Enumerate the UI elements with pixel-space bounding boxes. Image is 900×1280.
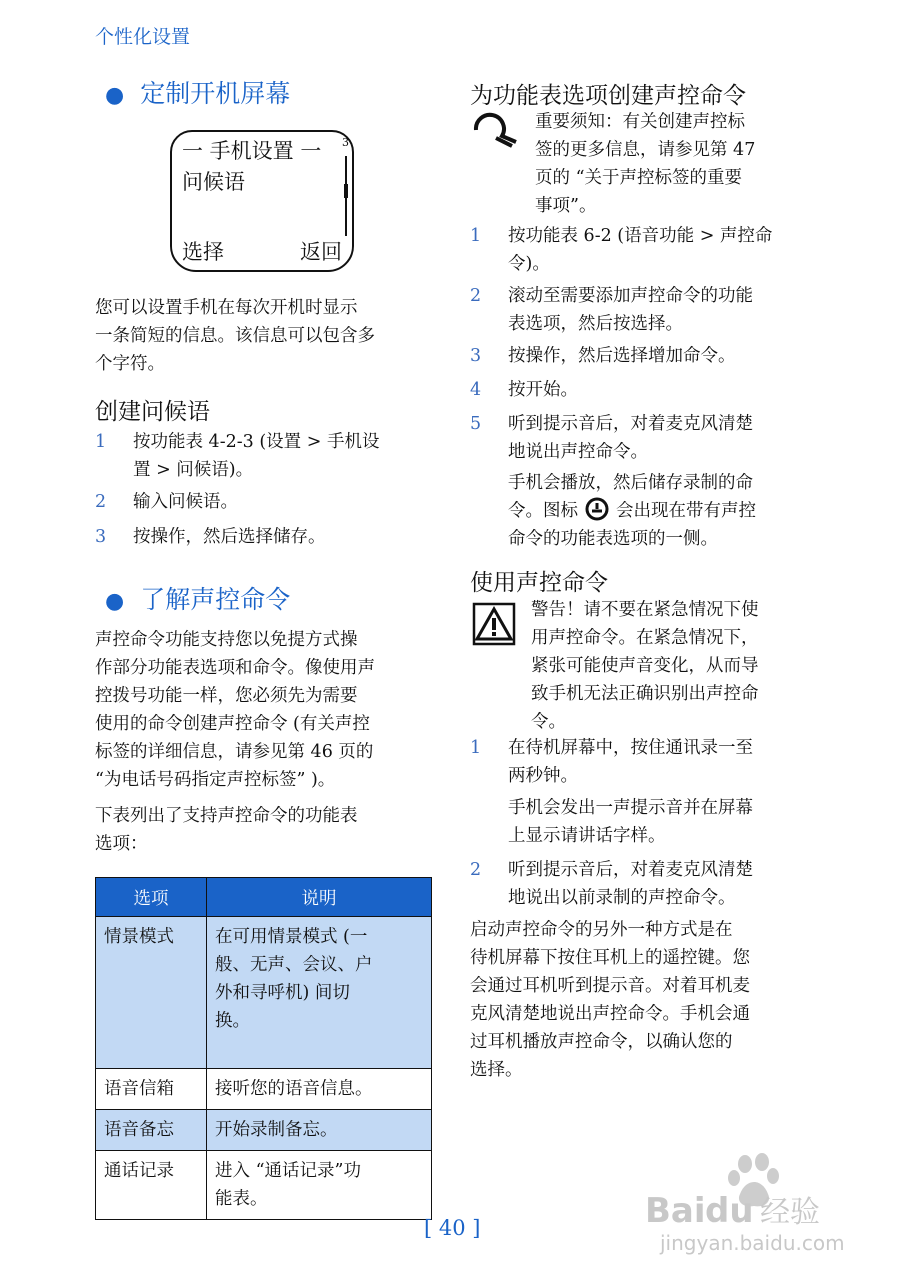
important-note — [535, 108, 815, 220]
text-line: 过耳机播放声控命令，以确认您的 — [470, 1032, 733, 1052]
phone-screen-illustration — [170, 130, 354, 272]
table-cell-option: 语音信箱 — [96, 1069, 207, 1110]
warning-text — [531, 596, 816, 736]
step-text — [508, 222, 772, 278]
table-cell-desc: 开始录制备忘。 — [207, 1110, 432, 1151]
step-followup-paragraph — [508, 469, 818, 553]
text-line: 克风清楚地说出声控命令。手机会通 — [470, 1004, 750, 1024]
column-header: 说明 — [207, 878, 432, 917]
table-row — [96, 1151, 432, 1220]
text-line: 手机会发出一声提示音并在屏幕 — [508, 798, 753, 818]
text-line: 表选项，然后按选择。 — [508, 314, 683, 334]
table-intro-paragraph — [95, 802, 440, 858]
list-item — [470, 376, 820, 406]
text-line: 换。 — [215, 1011, 250, 1031]
step-number: 3 — [470, 346, 482, 366]
text-line: 令。 — [531, 712, 566, 732]
text-line: 事项”。 — [535, 196, 597, 216]
text-line: 控拨号功能一样，您必须先为需要 — [95, 686, 358, 706]
step-text — [508, 410, 753, 466]
text-line — [508, 497, 818, 525]
svg-text:Bai: Bai — [645, 1191, 706, 1231]
text-line: 用声控命令。在紧急情况下， — [531, 628, 759, 648]
text-line: 进入 “通话记录”功 — [215, 1161, 361, 1181]
step-text — [508, 856, 753, 912]
table-cell-desc — [207, 917, 432, 1069]
text-line: 一条简短的信息。该信息可以包含多 — [95, 326, 375, 346]
step-text — [508, 282, 753, 338]
phone-screen-item: 问候语 — [182, 170, 245, 194]
text-line: 地说出以前录制的声控命令。 — [508, 888, 736, 908]
step-text: 按操作，然后选择增加命令。 — [508, 346, 736, 366]
scrollbar-thumb — [344, 184, 348, 198]
table-cell-option: 通话记录 — [96, 1151, 207, 1220]
note-hand-icon — [472, 112, 520, 148]
step-text — [133, 428, 379, 484]
subheading-create-greeting: 创建问候语 — [95, 399, 210, 425]
text-line: 地说出声控命令。 — [508, 442, 648, 462]
text-line: 置 > 问候语)。 — [133, 460, 254, 480]
bullet-icon: ● — [105, 589, 125, 614]
text-line: 外和寻呼机) 间切 — [215, 983, 350, 1003]
text-line: 能表。 — [215, 1189, 268, 1209]
text-line: 在可用情景模式 (一 — [215, 927, 368, 947]
text-line: 重要须知：有关创建声控标 — [535, 112, 745, 132]
list-item — [470, 282, 820, 342]
voice-commands-paragraph — [95, 626, 440, 794]
list-item — [470, 856, 820, 916]
list-item — [470, 222, 820, 282]
voice-tag-icon — [580, 497, 614, 521]
step-number: 2 — [470, 286, 482, 306]
table-cell-option: 情景模式 — [96, 917, 207, 1069]
column-header: 选项 — [96, 878, 207, 917]
phone-screen-title: 一 手机设置 一 — [182, 139, 322, 163]
text-fragment: 令。图标 — [508, 501, 578, 521]
section-title-voice-commands — [105, 580, 290, 616]
step-number: 1 — [470, 738, 482, 758]
text-fragment: 会出现在带有声控 — [616, 501, 756, 521]
step-number: 2 — [470, 860, 482, 880]
page-number: [ 40 ] — [424, 1216, 481, 1240]
step-number: 1 — [95, 432, 107, 452]
text-line: 手机会播放，然后储存录制的命 — [508, 473, 753, 493]
text-line: 听到提示音后，对着麦克风清楚 — [508, 860, 753, 880]
text-line: 会通过耳机听到提示音。对着耳机麦 — [470, 976, 750, 996]
table-row — [96, 1110, 432, 1151]
section-title-text: 定制开机屏幕 — [140, 79, 291, 108]
list-item — [470, 342, 820, 372]
text-line: 选择。 — [470, 1060, 523, 1080]
text-line: 按功能表 4-2-3 (设置 > 手机设 — [133, 432, 380, 452]
left-softkey-label: 选择 — [182, 240, 224, 264]
text-line: 致手机无法正确识别出声控命 — [531, 684, 759, 704]
text-line: “为电话号码指定声控标签” )。 — [95, 770, 336, 790]
step-number: 4 — [470, 380, 482, 400]
bullet-icon: ● — [105, 83, 125, 108]
section-title-text: 了解声控命令 — [140, 585, 291, 614]
list-item — [95, 523, 435, 553]
table-row — [96, 1069, 432, 1110]
right-softkey-label: 返回 — [300, 240, 342, 264]
table-cell-desc: 接听您的语音信息。 — [207, 1069, 432, 1110]
text-line: 页的 “关于声控标签的重要 — [535, 168, 743, 188]
text-line: 使用的命令创建声控命令 (有关声控 — [95, 714, 370, 734]
voice-command-options-table — [95, 877, 432, 1220]
phone-screen-index: 3 — [342, 136, 349, 149]
text-line: 待机屏幕下按住耳机上的遥控键。您 — [470, 948, 750, 968]
text-line: 您可以设置手机在每次开机时显示 — [95, 298, 358, 318]
heading-use-voice-commands: 使用声控命令 — [470, 570, 608, 596]
text-line: 启动声控命令的另外一种方式是在 — [470, 920, 733, 940]
running-header: 个性化设置 — [95, 26, 191, 48]
text-line: 上显示请讲话字样。 — [508, 826, 666, 846]
text-line: 选项： — [95, 834, 148, 854]
svg-text:经验: 经验 — [760, 1195, 820, 1230]
final-paragraph — [470, 916, 825, 1084]
text-line: 按功能表 6-2 (语音功能 > 声控命 — [508, 226, 773, 246]
text-line: 命令的功能表选项的一侧。 — [508, 529, 718, 549]
text-line: 标签的详细信息，请参见第 46 页的 — [95, 742, 374, 762]
text-line: 个字符。 — [95, 354, 165, 374]
step-number: 3 — [95, 527, 107, 547]
heading-create-voice-commands: 为功能表选项创建声控命令 — [470, 83, 746, 109]
baidu-watermark-logo — [640, 1150, 850, 1260]
text-line: 般、无声、会议、户 — [215, 955, 373, 975]
step-text — [508, 794, 753, 850]
list-item — [470, 410, 820, 470]
step-text: 按开始。 — [508, 380, 578, 400]
step-text — [508, 734, 753, 790]
step-number: 1 — [470, 226, 482, 246]
text-line: 作部分功能表选项和命令。像使用声 — [95, 658, 375, 678]
text-line: 滚动至需要添加声控命令的功能 — [508, 286, 753, 306]
step-number: 2 — [95, 492, 107, 512]
list-item — [470, 734, 820, 794]
text-line: 声控命令功能支持您以免提方式操 — [95, 630, 358, 650]
list-item — [470, 794, 820, 854]
startup-paragraph — [95, 294, 435, 378]
text-line: 在待机屏幕中，按住通讯录一至 — [508, 738, 753, 758]
svg-text:jingyan.baidu.com: jingyan.baidu.com — [660, 1231, 845, 1255]
text-line: 签的更多信息，请参见第 47 — [535, 140, 756, 160]
step-number: 5 — [470, 414, 482, 434]
table-cell-desc — [207, 1151, 432, 1220]
step-text: 按操作，然后选择储存。 — [133, 527, 326, 547]
text-line: 听到提示音后，对着麦克风清楚 — [508, 414, 753, 434]
list-item — [95, 488, 435, 518]
list-item — [95, 428, 435, 488]
text-line: 警告！请不要在紧急情况下使 — [531, 600, 759, 620]
step-text: 输入问候语。 — [133, 492, 238, 512]
text-line: 紧张可能使声音变化，从而导 — [531, 656, 759, 676]
text-line: 下表列出了支持声控命令的功能表 — [95, 806, 358, 826]
svg-text:du: du — [705, 1191, 754, 1231]
text-line: 令)。 — [508, 254, 550, 274]
text-line: 两秒钟。 — [508, 766, 578, 786]
table-cell-option: 语音备忘 — [96, 1110, 207, 1151]
section-title-startup-screen — [105, 74, 290, 110]
table-row — [96, 917, 432, 1069]
table-header-row — [96, 878, 432, 917]
warning-icon — [472, 602, 516, 646]
